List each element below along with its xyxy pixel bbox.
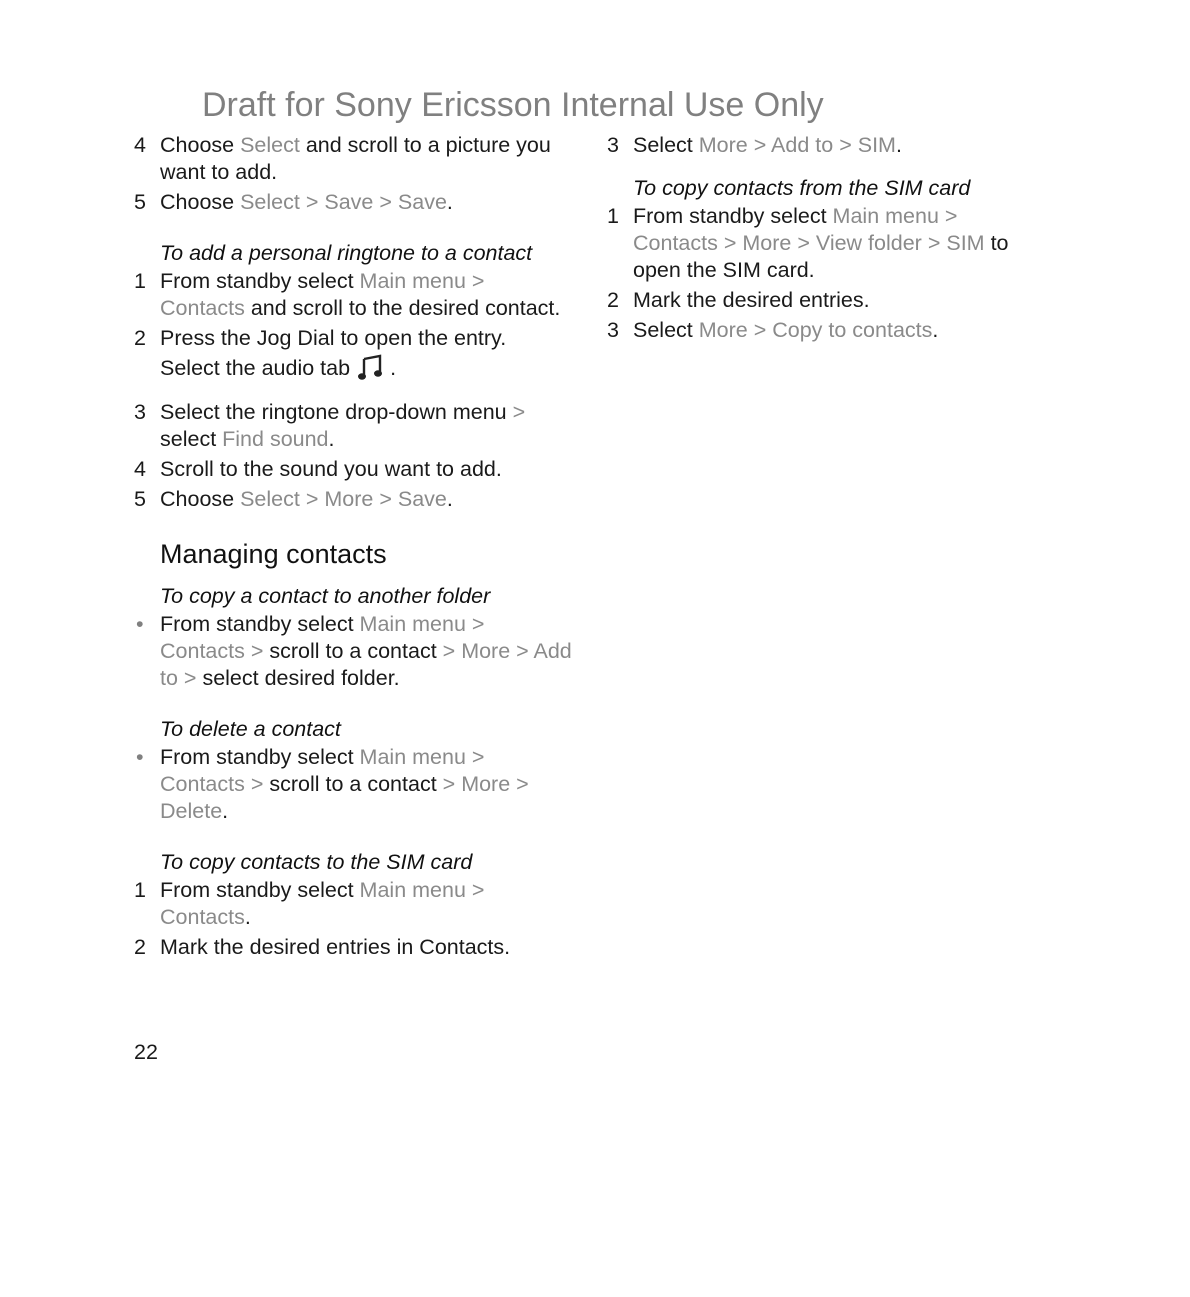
list-item: 5 Choose Select > More > Save. xyxy=(134,487,453,511)
bullet-icon: • xyxy=(136,612,144,636)
section-heading-copy-folder: To copy a contact to another folder xyxy=(160,584,491,608)
list-item: • From standby select Main menu > Contacts > scroll to a contact > More > Delete. xyxy=(136,745,529,823)
list-item: 1 From standby select Main menu > Contacts and scroll to the desired contact. xyxy=(134,269,561,320)
section-heading-delete: To delete a contact xyxy=(160,717,341,741)
section-title-managing: Managing contacts xyxy=(160,539,387,569)
list-item: 2 Press the Jog Dial to open the entry. Select the audio tab . xyxy=(134,325,574,388)
list-item: 1 From standby select Main menu > Contacts > More > View folder > SIM to open the SIM card. xyxy=(607,204,1009,282)
menu-select: Select xyxy=(240,133,300,157)
music-note-icon xyxy=(358,353,384,388)
list-item: 5 Choose Select > Save > Save. xyxy=(134,190,453,214)
right-column xyxy=(607,132,1047,347)
list-item: 2 Mark the desired entries in Contacts. xyxy=(134,935,511,959)
list-item: 3 Select the ringtone drop-down menu > select Find sound. xyxy=(134,400,526,451)
list-item: 1 From standby select Main menu > Contacts. xyxy=(134,878,485,929)
list-item: 4 Choose Select and scroll to a picture you want to add. xyxy=(134,133,551,184)
bullet-icon: • xyxy=(136,745,144,769)
list-item: 3 Select More > Copy to contacts. xyxy=(607,318,939,342)
left-column xyxy=(134,132,574,964)
section-heading-ringtone: To add a personal ringtone to a contact xyxy=(160,241,533,265)
page-number: 22 xyxy=(134,1040,158,1064)
list-item: • From standby select Main menu > Contacts > scroll to a contact > More > Add to > select desired folder. xyxy=(136,612,572,690)
list-item: 3 Select More > Add to > SIM. xyxy=(607,133,902,157)
draft-notice: Draft for Sony Ericsson Internal Use Only xyxy=(202,86,824,124)
section-heading-copy-to-sim: To copy contacts to the SIM card xyxy=(160,850,473,874)
list-item: 4 Scroll to the sound you want to add. xyxy=(134,457,502,481)
section-heading-from-sim: To copy contacts from the SIM card xyxy=(633,176,971,200)
list-item: 2 Mark the desired entries. xyxy=(607,288,870,312)
